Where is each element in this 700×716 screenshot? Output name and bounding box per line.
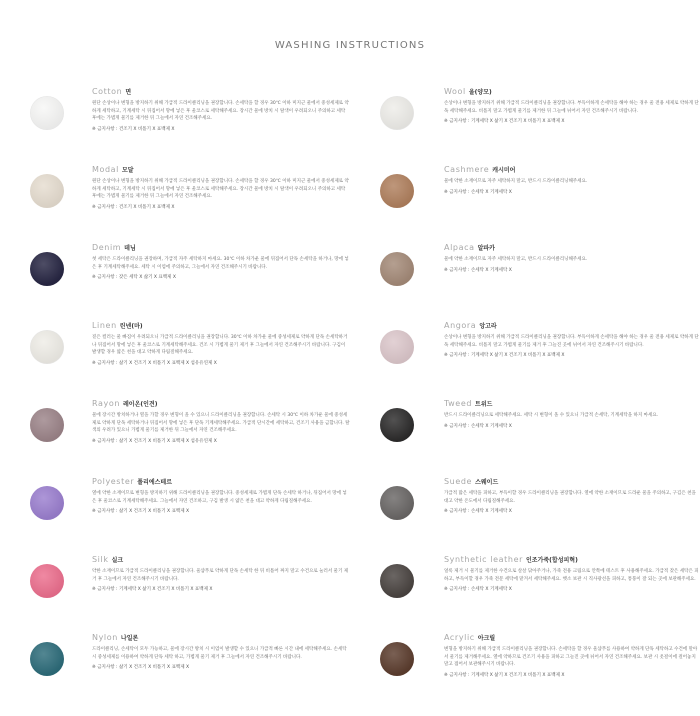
fabric-swatch-cashmere bbox=[380, 174, 414, 208]
fabric-name-ko: 알파카 bbox=[477, 245, 495, 252]
fabric-text bbox=[92, 476, 350, 515]
fabric-prohibitions: ※ 금지사항 : 건조기 X 비틀기 X 표백제 X bbox=[92, 126, 175, 132]
fabric-description: 가급적 많은 세탁을 피하고, 부득이할 경우 드라이클리닝을 권장합니다. 열에 약한 소재이므로 드라운 물을 주의하고, 구김은 천을 대고 약한 온도에서 다림질해주세요. bbox=[444, 491, 696, 504]
fabric-entry-silk bbox=[30, 554, 350, 632]
fabric-swatch-denim bbox=[30, 252, 64, 286]
fabric-description: 반드시 드라이클리닝으로 세탁해주세요. 세탁 시 변형이 올 수 있으니 가급적 손세탁, 기계세탁을 하지 마세요. bbox=[444, 413, 659, 418]
fabric-name-ko: 린넨(마) bbox=[119, 323, 143, 330]
fabric-description: 약한 소재이므로 가급적 드라이클리닝을 권장합니다. 울샴푸로 약하게 단독 손세탁 한 뒤 비틀어 짜지 말고 수건으로 눌러서 물기 제거 후 그늘에서 자연 건조해주시기 바랍니다. bbox=[92, 569, 349, 582]
fabric-name bbox=[444, 476, 700, 488]
fabric-description: 변형을 방지하기 위해 가급적 드라이클리닝을 권장합니다. 손세탁을 할 경우 울샴푸를 사용하여 약하게 단독 세탁하고 수건에 말아서 물기를 제거해주세요. 열에 약하므로 건조기 사용을 피하고 그늘진 곳에 뉘어서 자연 건조해주세요. 보관 시 옷걸이에 걸어놓지 말고 접어서 보관해주시기 바랍니다. bbox=[444, 647, 698, 668]
fabric-prohibitions: ※ 금지사항 : 손세탁 X 기계세탁 X bbox=[444, 189, 512, 195]
fabric-name-ko: 폴리에스테르 bbox=[137, 479, 173, 486]
fabric-swatch-linen bbox=[30, 330, 64, 364]
fabric-text bbox=[444, 476, 700, 515]
page-title: WASHING INSTRUCTIONS bbox=[274, 40, 426, 51]
fabric-description: 짙은 컬러는 물 빠짐이 우려되오니 가급적 드라이클리닝을 권장합니다. 30℃ 이하 차가운 물에 중성세제로 약하게 단독 손세탁하거나 뒤집어서 망에 넣은 후 울코스로 기계세탁해주세요. 건조 시 가볍게 물기 제거 후 그늘에서 자연 건조해주시기 바랍니다. 구김이 발생할 경우 얇은 천을 대고 약하게 다림질해주세요. bbox=[92, 335, 348, 356]
fabric-swatch-acrylic bbox=[380, 642, 414, 676]
fabric-name-en: Synthetic leather bbox=[444, 555, 523, 564]
fabric-entry-tweed bbox=[380, 398, 700, 476]
fabric-entry-rayon bbox=[30, 398, 350, 476]
fabric-name-en: Cotton bbox=[92, 87, 123, 96]
fabric-name-en: Silk bbox=[92, 555, 109, 564]
fabric-name bbox=[92, 164, 350, 176]
fabric-prohibitions: ※ 금지사항 : 손세탁 X 기계세탁 X bbox=[444, 423, 512, 429]
fabric-name-en: Angora bbox=[444, 321, 477, 330]
fabric-swatch-modal bbox=[30, 174, 64, 208]
fabric-name bbox=[444, 554, 700, 566]
fabric-name-en: Rayon bbox=[92, 399, 120, 408]
fabric-name-ko: 트위드 bbox=[475, 401, 493, 408]
right-column bbox=[380, 86, 700, 710]
fabric-text bbox=[444, 554, 700, 593]
fabric-text bbox=[444, 86, 700, 125]
fabric-name-en: Wool bbox=[444, 87, 466, 96]
fabric-swatch-wool bbox=[380, 96, 414, 130]
fabric-prohibitions: ※ 금지사항 : 건조기 X 비틀기 X 표백제 X bbox=[92, 204, 175, 210]
fabric-name-en: Nylon bbox=[92, 633, 118, 642]
fabric-text bbox=[444, 320, 700, 359]
fabric-name-ko: 인조가죽(합성피혁) bbox=[525, 557, 578, 564]
fabric-name-en: Polyester bbox=[92, 477, 135, 486]
fabric-name bbox=[92, 320, 350, 332]
fabric-entry-wool bbox=[380, 86, 700, 164]
fabric-swatch-cotton bbox=[30, 96, 64, 130]
fabric-name-ko: 울(양모) bbox=[468, 89, 492, 96]
fabric-name-en: Acrylic bbox=[444, 633, 475, 642]
fabric-prohibitions: ※ 금지사항 : 기계세탁 X 삶기 X 건조기 X 비틀기 X 표백제 X bbox=[444, 672, 565, 678]
fabric-prohibitions: ※ 금지사항 : 기계세탁 X 삶기 X 건조기 X 비틀기 X 표백제 X bbox=[444, 353, 565, 359]
fabric-swatch-rayon bbox=[30, 408, 64, 442]
fabric-name-ko: 캐시미어 bbox=[492, 167, 516, 174]
fabric-text bbox=[444, 242, 700, 274]
fabric-description: 손상이나 변형을 방지하기 위해 가급적 드라이클리닝을 권장합니다. 부득이하게 손세탁을 해야 하는 경우 울 전용 세제로 약하게 단독 세탁해주세요. 비틀지 말고 가볍게 물기를 제거한 뒤 그늘에 뉘어서 자연 건조해주시기 바랍니다. bbox=[444, 101, 699, 114]
fabric-entry-cashmere bbox=[380, 164, 700, 242]
fabric-text bbox=[444, 632, 700, 679]
fabric-description: 원단 손상이나 변형을 방지하기 위해 가급적 드라이클리닝을 권장합니다. 손세탁을 할 경우 30℃ 이하 미지근 물에서 중성세제로 약하게 세탁하고, 기계세탁 시 뒤집어서 망에 넣은 후 울코스로 세탁해주세요. 장시간 물에 방치 시 탈색이 우려되오니 주의하고 세탁 후에는 가볍게 물기를 제거한 뒤 그늘에서 자연 건조해주세요. bbox=[92, 179, 349, 200]
fabric-name-en: Denim bbox=[92, 243, 122, 252]
fabric-entry-angora bbox=[380, 320, 700, 398]
fabric-prohibitions: ※ 금지사항 : 삶기 X 건조기 X 비틀기 X 표백제 X 섬유유연제 X bbox=[92, 360, 217, 366]
fabric-name bbox=[92, 554, 350, 566]
fabric-swatch-angora bbox=[380, 330, 414, 364]
fabric-text bbox=[92, 242, 350, 281]
fabric-description: 물에 약한 소재이므로 자주 세탁하지 말고, 반드시 드라이클리닝해주세요. bbox=[444, 179, 588, 184]
fabric-name-en: Cashmere bbox=[444, 165, 490, 174]
fabric-text bbox=[92, 554, 350, 593]
fabric-prohibitions: ※ 금지사항 : 삶기 X 건조기 X 비틀기 X 표백제 X bbox=[92, 665, 190, 671]
fabric-name bbox=[92, 632, 350, 644]
fabric-name-ko: 실크 bbox=[111, 557, 124, 564]
fabric-text bbox=[444, 164, 700, 196]
fabric-entry-linen bbox=[30, 320, 350, 398]
fabric-text bbox=[444, 398, 700, 430]
fabric-description: 원단 손상이나 변형을 방지하기 위해 가급적 드라이클리닝을 권장합니다. 손세탁을 할 경우 30℃ 이하 미지근 물에서 중성세제로 약하게 세탁하고, 기계세탁 시 뒤집어서 망에 넣은 후 울코스로 세탁해주세요. 장시간 물에 방치 시 탈색이 우려되오니 주의하고 세탁 후에는 가볍게 물기를 제거한 뒤 그늘에서 자연 건조해주세요. bbox=[92, 101, 349, 122]
fabric-name-ko: 레이온(인견) bbox=[122, 401, 158, 408]
fabric-name bbox=[444, 632, 700, 644]
fabric-swatch-alpaca bbox=[380, 252, 414, 286]
fabric-description: 손상이나 변형을 방지하기 위해 가급적 드라이클리닝을 권장합니다. 부득이하게 손세탁을 해야 하는 경우 울 전용 세제로 약하게 단독 세탁해주세요. 비틀지 말고 가볍게 물기를 제거 후 그늘진 곳에 뉘어서 자연 건조해주시기 바랍니다. bbox=[444, 335, 699, 348]
fabric-name-ko: 데님 bbox=[124, 245, 136, 252]
fabric-prohibitions: ※ 금지사항 : 기계세탁 X 삶기 X 건조기 X 비틀기 X 표백제 X bbox=[444, 119, 565, 125]
fabric-entry-modal bbox=[30, 164, 350, 242]
fabric-name-en: Linen bbox=[92, 321, 117, 330]
fabric-swatch-suede bbox=[380, 486, 414, 520]
fabric-name bbox=[444, 320, 700, 332]
fabric-description: 물에 약한 소재이므로 자주 세탁하지 말고, 반드시 드라이클리닝해주세요. bbox=[444, 257, 588, 262]
fabric-entry-synthetic-leather bbox=[380, 554, 700, 632]
fabric-prohibitions: ※ 금지사항 : 잦은 세탁 X 삶기 X 표백제 X bbox=[92, 275, 176, 281]
fabric-prohibitions: ※ 금지사항 : 손세탁 X 기계세탁 X bbox=[444, 587, 512, 593]
fabric-prohibitions: ※ 금지사항 : 기계세탁 X 삶기 X 건조기 X 비틀기 X 표백제 X bbox=[92, 587, 213, 593]
fabric-swatch-nylon bbox=[30, 642, 64, 676]
fabric-text bbox=[92, 86, 350, 133]
fabric-entry-suede bbox=[380, 476, 700, 554]
fabric-name-ko: 스웨이드 bbox=[475, 479, 499, 486]
fabric-name-ko: 나일론 bbox=[120, 635, 139, 642]
fabric-entry-alpaca bbox=[380, 242, 700, 320]
fabric-name bbox=[444, 398, 700, 410]
fabric-name bbox=[444, 164, 700, 176]
fabric-prohibitions: ※ 금지사항 : 손세탁 X 기계세탁 X bbox=[444, 509, 512, 515]
fabric-name-en: Tweed bbox=[444, 399, 473, 408]
fabric-entry-cotton bbox=[30, 86, 350, 164]
fabric-entry-nylon bbox=[30, 632, 350, 710]
fabric-name bbox=[444, 242, 700, 254]
fabric-name bbox=[92, 476, 350, 488]
fabric-text bbox=[92, 632, 350, 671]
fabric-swatch-tweed bbox=[380, 408, 414, 442]
fabric-name-ko: 아크릴 bbox=[477, 635, 496, 642]
fabric-entry-polyester bbox=[30, 476, 350, 554]
fabric-prohibitions: ※ 금지사항 : 삶기 X 건조기 X 비틀기 X 표백제 X 섬유유연제 X bbox=[92, 438, 217, 444]
fabric-description: 드라이클리닝, 손세탁이 모두 가능하고, 물에 장시간 방치 시 이염이 발생할 수 있으니 가급적 빠른 시간 내에 세탁해주세요. 손세탁 시 중성세제를 이용하여 약하게 단독 세탁 하고, 가볍게 물기 제거 후 그늘에서 자연 건조해주시기 바랍니다. bbox=[92, 647, 347, 660]
fabric-text bbox=[92, 164, 350, 211]
fabric-text bbox=[92, 398, 350, 445]
fabric-text bbox=[92, 320, 350, 367]
fabric-entry-acrylic bbox=[380, 632, 700, 710]
fabric-name-ko: 앙고라 bbox=[479, 323, 497, 330]
fabric-description: 첫 세탁은 드라이클리닝을 권장하며, 가급적 자주 세탁하지 마세요. 30℃ 이하 차가운 물에 뒤집어서 단독 손세탁을 하거나, 망에 넣은 후 기계세탁해주세요. 세탁 시 이염에 주의하고, 그늘에서 자연 건조해주시기 바랍니다. bbox=[92, 257, 349, 270]
fabric-name-en: Modal bbox=[92, 165, 119, 174]
fabric-description: 얼룩 제거 시 물기를 제거한 수건으로 살살 닦아주거나, 가죽 전용 크림으로 안쪽에 테스트 후 사용해주세요. 가급적 잦은 세탁은 피하고, 부득이할 경우 가죽 전문 세탁에 맡겨서 세탁해주세요. 햇소 보관 시 직사광선을 피하고, 통풍이 잘 되는 곳에 보관해주세요. bbox=[444, 569, 699, 582]
fabric-swatch-synthetic-leather bbox=[380, 564, 414, 598]
fabric-swatch-silk bbox=[30, 564, 64, 598]
fabric-entry-denim bbox=[30, 242, 350, 320]
left-column bbox=[30, 86, 350, 710]
fabric-name-ko: 모달 bbox=[122, 167, 134, 174]
fabric-prohibitions: ※ 금지사항 : 손세탁 X 기계세탁 X bbox=[444, 267, 512, 273]
fabric-description: 물에 장시간 방치하거나 열을 가할 경우 변형이 올 수 있으니 드라이클리닝을 권장합니다. 손세탁 시 30℃ 이하 차가운 물에 중성세제로 약하게 단독 세탁하거나 뒤집어서 망에 넣은 후 단독 기계세탁해주세요. 가급적 단시간에 세탁하고, 건조기 사용을 금합니다. 탈색의 우려가 있으니 가볍게 물기를 제거한 뒤 그늘에서 자연 건조해주세요. bbox=[92, 413, 350, 434]
fabric-name-en: Suede bbox=[444, 477, 473, 486]
fabric-name bbox=[92, 398, 350, 410]
fabric-description: 열에 약한 소재이므로 변형을 방지하기 위해 드라이클리닝을 권장합니다. 중성세제로 가볍게 단독 손세탁 하거나, 뒤집어서 망에 넣은 후 울코스로 기계세탁해주세요. 그늘에서 자연 건조하고, 구김 발생 시 얇은 천을 대고 약하게 다림질해주세요. bbox=[92, 491, 347, 504]
fabric-swatch-polyester bbox=[30, 486, 64, 520]
fabric-name-en: Alpaca bbox=[444, 243, 475, 252]
fabric-prohibitions: ※ 금지사항 : 삶기 X 건조기 X 비틀기 X 표백제 X bbox=[92, 509, 190, 515]
fabric-name-ko: 면 bbox=[125, 89, 132, 96]
fabric-name bbox=[92, 242, 350, 254]
fabric-name bbox=[92, 86, 350, 98]
fabric-name bbox=[444, 86, 700, 98]
